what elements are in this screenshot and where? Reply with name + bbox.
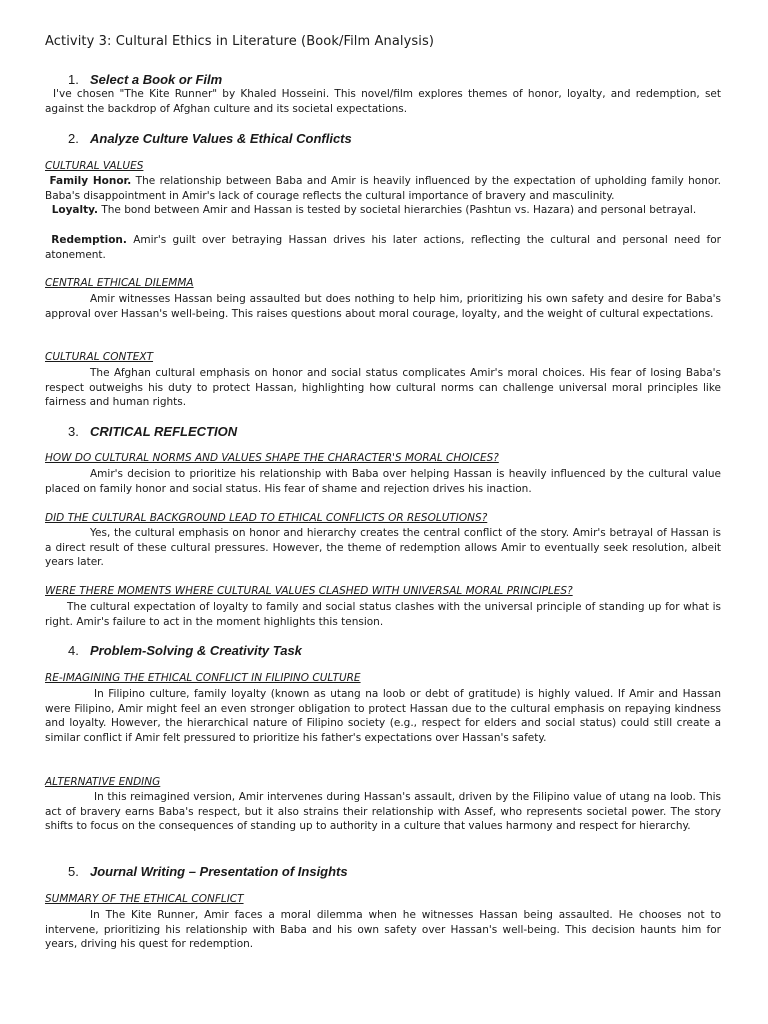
section-5-number: 5.	[68, 864, 79, 879]
section-1-intro: I've chosen "The Kite Runner" by Khaled Hosseini. This novel/film explores themes of honor, loyalty, and redemption, set against the backdrop of Afghan culture and its societal expectations.	[45, 88, 721, 115]
section-5-heading	[68, 864, 348, 879]
cultural-context-text: The Afghan cultural emphasis on honor and social status complicates Amir's moral choices. His fear of losing Baba's respect outweighs his duty to protect Hassan, highlighting how cultural norms can challenge universal moral principles like fairness and human rights.	[45, 367, 721, 409]
alternative-ending-text: In this reimagined version, Amir intervenes during Hassan's assault, driven by the Filipino value of utang na loob. This act of bravery earns Baba's respect, but it also strains their relationship with Assef, who represents societal power. The story shifts to focus on the consequences of standing up to authority in a culture that values harmony and respect for hierarchy.	[45, 791, 721, 833]
value-loyalty	[45, 203, 721, 218]
section-3-title: CRITICAL REFLECTION	[90, 424, 238, 439]
alternative-ending-label: ALTERNATIVE ENDING	[45, 776, 161, 788]
section-5-title: Journal Writing – Presentation of Insights	[90, 864, 348, 879]
section-1-title: Select a Book or Film	[90, 72, 223, 87]
section-4-number: 4.	[68, 643, 79, 658]
question-2-answer: Yes, the cultural emphasis on honor and hierarchy creates the central conflict of the story. Amir's betrayal of Hassan is a direct result of these cultural pressures. However, the theme of redemption allows Amir to eventually seek resolution, albeit years later.	[45, 527, 721, 569]
central-dilemma-label: CENTRAL ETHICAL DILEMMA	[45, 277, 194, 289]
summary-label: SUMMARY OF THE ETHICAL CONFLICT	[45, 893, 244, 905]
section-3-heading	[68, 424, 237, 439]
document-title: Activity 3: Cultural Ethics in Literature (Book/Film Analysis)	[45, 34, 435, 49]
section-2-number: 2.	[68, 131, 79, 146]
reimagine-text: In Filipino culture, family loyalty (known as utang na loob or debt of gratitude) is highly valued. If Amir and Hassan were Filipino, Amir might feel an even stronger obligation to protect Hassan due to the cultural emphasis on repaying kindness and loyalty. However, the hierarchical nature of Filipino society (e.g., respect for elders and social status) could still create a similar conflict if Amir felt pressured to prioritize his father's expectations over Hassan's safety.	[45, 688, 721, 744]
section-4-title: Problem-Solving & Creativity Task	[90, 643, 302, 658]
question-3-answer: The cultural expectation of loyalty to family and social status clashes with the universal principle of standing up for what is right. Amir's failure to act in the moment highlights this tension.	[45, 601, 721, 628]
central-dilemma-text: Amir witnesses Hassan being assaulted but does nothing to help him, prioritizing his own safety and desire for Baba's approval over Hassan's well-being. This raises questions about moral courage, loyalty, and the weight of cultural expectations.	[45, 293, 721, 320]
summary-text: In The Kite Runner, Amir faces a moral dilemma when he witnesses Hassan being assaulted. He chooses not to intervene, prioritizing his relationship with Baba and his own safety over Hassan's well-being. This decision haunts him for years, driving his quest for redemption.	[45, 909, 721, 951]
value-term: Redemption.	[51, 234, 127, 246]
reimagine-label: RE-IMAGINING THE ETHICAL CONFLICT IN FILIPINO CULTURE	[45, 672, 361, 684]
section-3-number: 3.	[68, 424, 79, 439]
value-text: The relationship between Baba and Amir is heavily influenced by the expectation of upholding family honor. Baba's disappointment in Amir's lack of courage reflects the cultural importance of bravery and masculinity.	[45, 175, 721, 202]
value-redemption	[45, 233, 721, 262]
question-3-label: WERE THERE MOMENTS WHERE CULTURAL VALUES CLASHED WITH UNIVERSAL MORAL PRINCIPLES?	[45, 585, 573, 597]
section-2-title: Analyze Culture Values & Ethical Conflicts	[90, 131, 352, 146]
cultural-values-label: CULTURAL VALUES	[45, 160, 144, 172]
section-2-heading	[68, 131, 352, 146]
value-text: The bond between Amir and Hassan is tested by societal hierarchies (Pashtun vs. Hazara) and personal betrayal.	[101, 204, 697, 216]
section-1-number: 1.	[68, 72, 79, 87]
cultural-context-label: CULTURAL CONTEXT	[45, 351, 154, 363]
section-1-heading	[68, 72, 222, 87]
value-term: Family Honor.	[49, 175, 132, 187]
question-2-label: DID THE CULTURAL BACKGROUND LEAD TO ETHICAL CONFLICTS OR RESOLUTIONS?	[45, 512, 488, 524]
question-1-label: HOW DO CULTURAL NORMS AND VALUES SHAPE THE CHARACTER'S MORAL CHOICES?	[45, 452, 499, 464]
question-1-answer: Amir's decision to prioritize his relationship with Baba over helping Hassan is heavily influenced by the cultural value placed on family honor and social status. His fear of shame and rejection drives his inaction.	[45, 468, 721, 495]
value-text: Amir's guilt over betraying Hassan drives his later actions, reflecting the cultural and personal need for atonement.	[45, 234, 721, 261]
section-4-heading	[68, 643, 302, 658]
value-term: Loyalty.	[51, 204, 99, 216]
value-family-honor	[45, 174, 721, 203]
